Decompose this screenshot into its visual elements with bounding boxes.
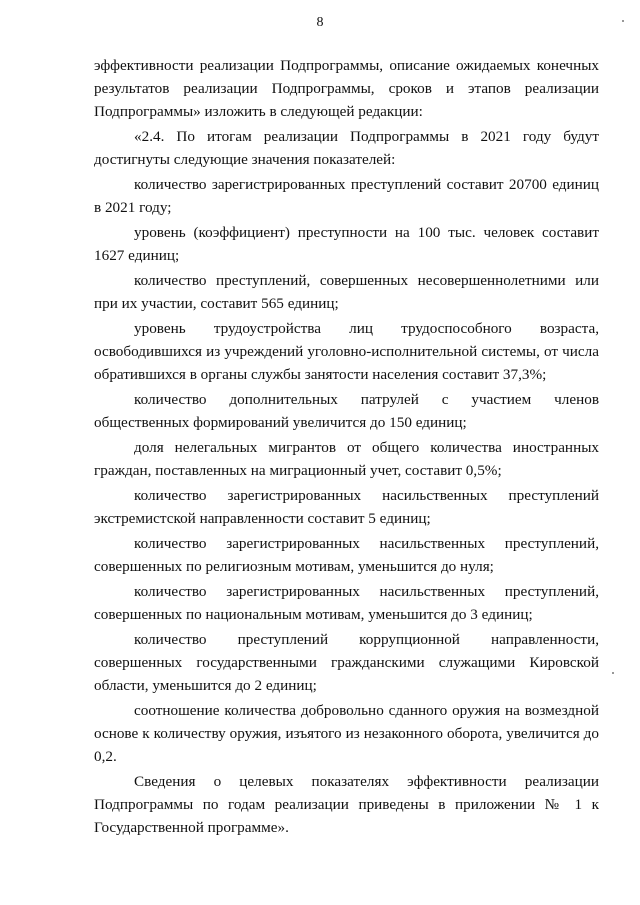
paragraph-intro: эффективности реализации Подпрограммы, описание ожидаемых конечных результатов реализации Подпрограммы, сроков и этапов реализации Подпрограммы» изложить в следующей редакции: [94, 57, 599, 120]
scan-speck [622, 20, 624, 22]
paragraph-crime-rate: уровень (коэффициент) преступности на 100 тыс. человек составит 1627 единиц; [94, 224, 599, 264]
page-number: 8 [316, 15, 324, 30]
paragraph-section-2-4: «2.4. По итогам реализации Подпрограммы в 2021 году будут достигнуты следующие значения показателей: [94, 128, 599, 168]
paragraph-religious-crimes: количество зарегистрированных насильственных преступлений, совершенных по религиозным мотивам, уменьшится до нуля; [94, 535, 599, 575]
scan-speck [612, 672, 614, 674]
paragraph-national-crimes: количество зарегистрированных насильственных преступлений, совершенных по национальным мотивам, уменьшится до 3 единиц; [94, 583, 599, 623]
paragraph-registered-crimes: количество зарегистрированных преступлений составит 20700 единиц в 2021 году; [94, 176, 599, 216]
paragraph-illegal-migrants: доля нелегальных мигрантов от общего количества иностранных граждан, поставленных на миграционный учет, составит 0,5%; [94, 439, 599, 479]
paragraph-extremist-crimes: количество зарегистрированных насильственных преступлений экстремистской направленности составит 5 единиц; [94, 487, 599, 527]
paragraph-corruption-crimes: количество преступлений коррупционной направленности, совершенных государственными гражданскими служащими Кировской области, уменьшится до 2 единиц; [94, 631, 599, 694]
paragraph-employment-level: уровень трудоустройства лиц трудоспособного возраста, освободившихся из учреждений уголовно-исполнительной системы, от числа обратившихся в органы службы занятости населения составит 37,3%; [94, 320, 599, 383]
paragraph-patrols: количество дополнительных патрулей с участием членов общественных формирований увеличится до 150 единиц; [94, 391, 599, 431]
document-body [94, 54, 599, 841]
paragraph-weapons-ratio: соотношение количества добровольно сданного оружия на возмездной основе к количеству оружия, изъятого из незаконного оборота, увеличится до 0,2. [94, 702, 599, 765]
paragraph-appendix-reference: Сведения о целевых показателях эффективности реализации Подпрограммы по годам реализации приведены в приложении № 1 к Государственной программе». [94, 773, 599, 836]
paragraph-juvenile-crimes: количество преступлений, совершенных несовершеннолетними или при их участии, составит 565 единиц; [94, 272, 599, 312]
